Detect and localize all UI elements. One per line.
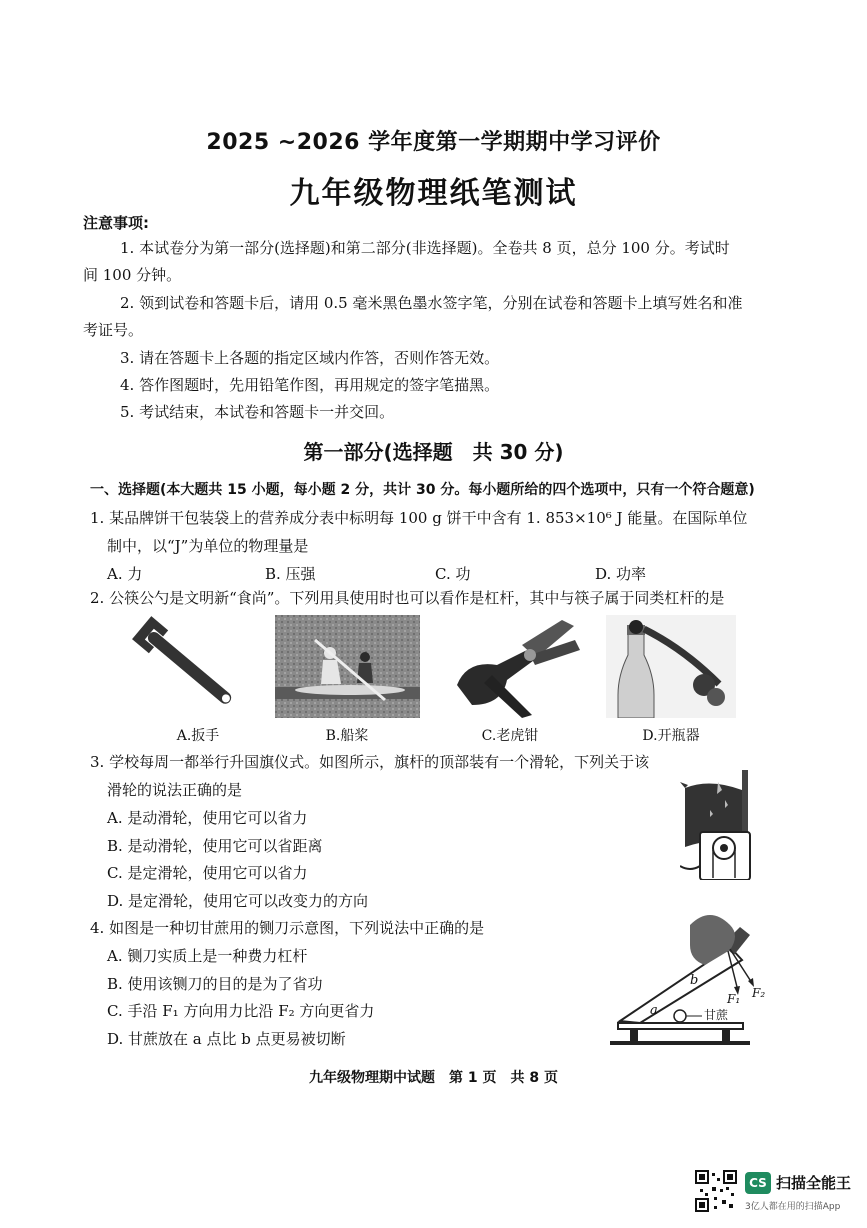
q4-option-c: C. 手沿 F₁ 方向用力比沿 F₂ 方向更省力	[107, 1002, 375, 1020]
q4-option-b: B. 使用该铡刀的目的是为了省功	[107, 975, 323, 993]
flagpole-pulley-figure	[680, 770, 772, 880]
q4-option-a: A. 铡刀实质上是一种费力杠杆	[107, 947, 308, 965]
page-footer: 九年级物理期中试题 第 1 页 共 8 页	[309, 1070, 558, 1086]
q3-option-b: B. 是动滑轮，使用它可以省距离	[107, 837, 323, 855]
q3-stem-line2: 滑轮的说法正确的是	[107, 781, 243, 799]
notes-title: 注意事项:	[83, 214, 149, 232]
section-instructions: 一、选择题(本大题共 15 小题，每小题 2 分，共计 30 分。每小题所给的四个选项中，只有一个符合题意)	[90, 482, 755, 498]
figure-label-f2: F₂	[752, 986, 766, 1000]
q2-caption-c: C.老虎钳	[481, 728, 539, 744]
pliers-image	[452, 615, 582, 718]
figure-label-f1: F₁	[727, 992, 741, 1006]
q2-caption-d: D.开瓶器	[642, 728, 700, 744]
exam-title: 九年级物理纸笔测试	[289, 176, 578, 211]
section-title: 第一部分(选择题 共 30 分)	[303, 440, 564, 464]
note-line-5: 3. 请在答题卡上各题的指定区域内作答，否则作答无效。	[120, 349, 500, 367]
figure-label-sugarcane: 甘蔗	[704, 1008, 729, 1022]
camscanner-tagline: 3亿人都在用的扫描App	[745, 1202, 841, 1212]
q2-stem: 2. 公筷公勺是文明新“食尚”。下列用具使用时也可以看作是杠杆，其中与筷子属于同类杠杆的是	[90, 589, 725, 607]
note-line-6: 4. 答作图题时，先用铅笔作图，再用规定的签字笔描黑。	[120, 376, 500, 394]
wrench-image	[127, 615, 247, 720]
qr-code-icon	[695, 1170, 737, 1212]
q3-stem-line1: 3. 学校每周一都举行升国旗仪式。如图所示，旗杆的顶部装有一个滑轮，下列关于该	[90, 753, 650, 771]
note-line-1: 1. 本试卷分为第一部分(选择题)和第二部分(非选择题)。全卷共 8 页，总分 100 分。考试时	[120, 239, 730, 257]
q1-option-c: C. 功	[435, 565, 471, 583]
q3-option-d: D. 是定滑轮，使用它可以改变力的方向	[107, 892, 369, 910]
exam-header-line1: 2025 ~2026 学年度第一学期期中学习评价	[206, 130, 661, 155]
camscanner-name: 扫描全能王	[776, 1174, 852, 1192]
q4-stem: 4. 如图是一种切甘蔗用的铡刀示意图，下列说法中正确的是	[90, 919, 485, 937]
q3-option-a: A. 是动滑轮，使用它可以省力	[107, 809, 308, 827]
q3-option-c: C. 是定滑轮，使用它可以省力	[107, 864, 308, 882]
figure-label-a: a	[650, 1003, 658, 1018]
camscanner-logo: CS	[745, 1172, 771, 1194]
bottle-opener-image	[606, 615, 736, 718]
q2-caption-a: A.扳手	[176, 728, 220, 744]
q1-stem-line1: 1. 某品牌饼干包装袋上的营养成分表中标明每 100 g 饼干中含有 1. 853×10⁶ J 能量。在国际单位	[90, 509, 748, 527]
q4-option-d: D. 甘蔗放在 a 点比 b 点更易被切断	[107, 1030, 346, 1048]
q1-option-a: A. 力	[107, 565, 143, 583]
q1-stem-line2: 制中，以“J”为单位的物理量是	[107, 537, 309, 555]
note-line-2: 间 100 分钟。	[83, 266, 182, 284]
note-line-4: 考证号。	[83, 321, 144, 339]
rowing-photo	[275, 615, 420, 718]
note-line-7: 5. 考试结束，本试卷和答题卡一并交回。	[120, 403, 395, 421]
q2-caption-b: B.船桨	[325, 728, 369, 744]
q1-option-d: D. 功率	[595, 565, 647, 583]
q1-option-b: B. 压强	[265, 565, 316, 583]
figure-label-b: b	[690, 973, 699, 988]
note-line-3: 2. 领到试卷和答题卡后，请用 0.5 毫米黑色墨水签字笔，分别在试卷和答题卡上填写姓名和准	[120, 294, 743, 312]
